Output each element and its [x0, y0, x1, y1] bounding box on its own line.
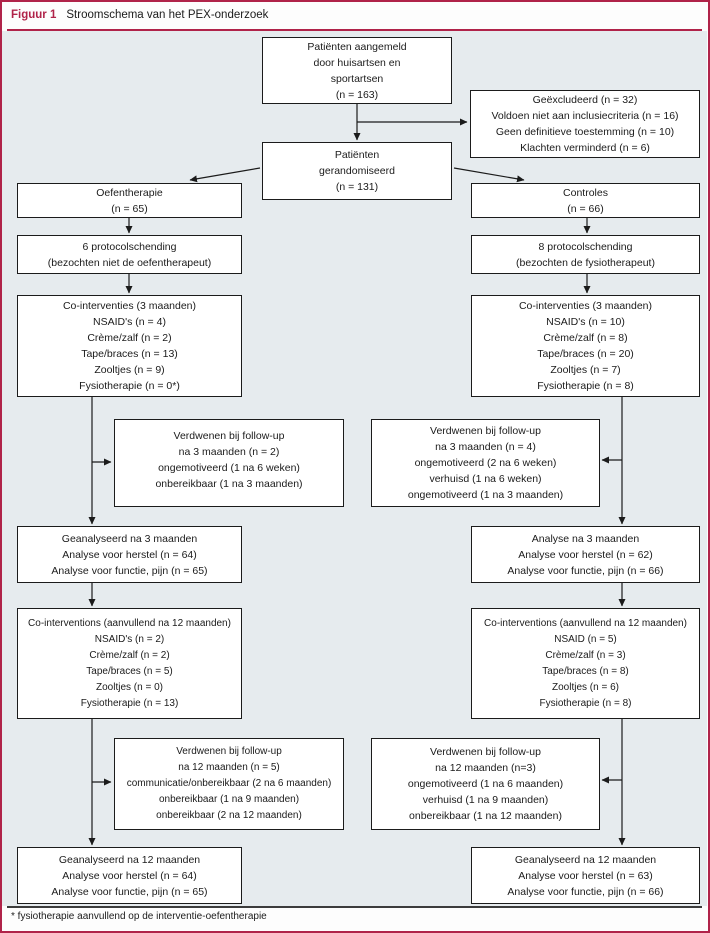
- box-left-analysis-12m: [17, 847, 242, 904]
- box-line: Zooltjes (n = 9): [94, 364, 165, 376]
- box-left-lost-followup-12m: [114, 738, 344, 830]
- box-right-lost-followup-3m: [371, 419, 600, 507]
- box-line: NSAID's (n = 10): [546, 316, 625, 328]
- footnote-text: * fysiotherapie aanvullend op de interventie-oefentherapie: [11, 911, 267, 922]
- box-line: Geanalyseerd na 12 maanden: [514, 853, 657, 866]
- box-line: Patiënten: [334, 149, 380, 161]
- box-line: ongemotiveerd (1 na 6 maanden): [407, 778, 564, 790]
- box-line: Zooltjes (n = 7): [550, 364, 621, 376]
- box-left-cointerventions-12m: [17, 608, 242, 719]
- box-line: na 3 maanden (n = 4): [435, 441, 536, 453]
- box-patients-registered: [262, 37, 452, 104]
- box-line: NSAID's (n = 2): [94, 633, 165, 645]
- box-line: ongemotiveerd (1 na 3 maanden): [407, 489, 564, 501]
- box-line: NSAID's (n = 4): [93, 316, 166, 328]
- box-line: Analyse voor functie, pijn (n = 65): [51, 564, 208, 577]
- box-line: door huisartsen en: [313, 56, 401, 69]
- footnote-rule: [7, 906, 702, 908]
- box-line: Analyse voor functie, pijn (n = 66): [507, 564, 664, 577]
- box-line: Oefentherapie: [96, 186, 163, 199]
- box-line: Verdwenen bij follow-up: [430, 425, 541, 437]
- box-line: na 3 maanden (n = 2): [178, 446, 280, 458]
- figure-title: [11, 9, 268, 21]
- box-left-protocol-violation: [17, 235, 242, 274]
- box-left-lost-followup-3m: [114, 419, 344, 507]
- box-line: verhuisd (1 na 9 maanden): [422, 794, 549, 806]
- box-line: Analyse voor functie, pijn (n = 66): [507, 885, 664, 898]
- box-line: 6 protocolschending: [82, 240, 177, 253]
- box-line: Geëxcludeerd (n = 32): [532, 94, 638, 106]
- box-right-protocol-violation: [471, 235, 700, 274]
- box-line: Tape/braces (n = 20): [537, 348, 634, 360]
- box-line: (n = 131): [335, 181, 379, 193]
- box-line: Fysiotherapie (n = 13): [80, 697, 179, 709]
- box-line: communicatie/onbereikbaar (2 na 6 maanden): [126, 778, 332, 789]
- box-line: ongemotiveerd (2 na 6 weken): [414, 457, 557, 469]
- box-line: Analyse voor herstel (n = 64): [62, 548, 197, 561]
- box-line: Zooltjes (n = 6): [552, 681, 619, 693]
- box-line: ongemotiveerd (1 na 6 weken): [158, 462, 300, 474]
- figure-number-label: Figuur 1: [11, 9, 57, 21]
- box-line: Verdwenen bij follow-up: [173, 430, 285, 442]
- box-line: (bezochten niet de oefentherapeut): [47, 256, 212, 269]
- box-right-analysis-12m: [471, 847, 700, 904]
- box-patients-randomized: [262, 142, 452, 200]
- box-line: Crème/zalf (n = 8): [543, 332, 628, 344]
- box-line: Co-interventies (3 maanden): [518, 300, 653, 312]
- box-line: Crème/zalf (n = 2): [87, 332, 172, 344]
- box-line: Analyse voor functie, pijn (n = 65): [51, 885, 208, 898]
- box-line: verhuisd (1 na 6 weken): [429, 473, 542, 485]
- box-line: Zooltjes (n = 0): [96, 681, 163, 693]
- box-right-cointerventions-12m: [471, 608, 700, 719]
- box-line: Fysiotherapie (n = 8): [539, 697, 632, 709]
- box-line: onbereikbaar (2 na 12 maanden): [156, 810, 302, 821]
- box-line: Analyse voor herstel (n = 64): [62, 869, 197, 882]
- box-line: Analyse voor herstel (n = 63): [518, 869, 653, 882]
- box-line: Tape/braces (n = 13): [81, 348, 178, 360]
- box-line: onbereikbaar (1 na 9 maanden): [158, 794, 300, 805]
- box-line: sportartsen: [330, 72, 384, 85]
- box-line: onbereikbaar (1 na 12 maanden): [409, 810, 562, 822]
- box-line: Crème/zalf (n = 2): [89, 649, 170, 661]
- box-right-analysis-3m: [471, 526, 700, 583]
- box-line: Geanalyseerd na 12 maanden: [58, 853, 201, 866]
- box-line: (n = 66): [567, 202, 604, 215]
- box-line: 8 protocolschending: [538, 240, 633, 253]
- box-line: Klachten verminderd (n = 6): [520, 142, 650, 154]
- box-line: Fysiotherapie (n = 8): [537, 380, 634, 392]
- box-line: Verdwenen bij follow-up: [430, 746, 541, 758]
- box-line: Geen definitieve toestemming (n = 10): [495, 126, 675, 138]
- box-line: Geanalyseerd na 3 maanden: [61, 532, 198, 545]
- box-line: Co-interventions (aanvullend na 12 maanden): [28, 617, 231, 629]
- box-line: Crème/zalf (n = 3): [545, 649, 626, 661]
- box-controles-group: [471, 183, 700, 218]
- box-line: Controles: [563, 186, 608, 199]
- box-line: Fysiotherapie (n = 0*): [79, 380, 180, 392]
- box-oefentherapie-group: [17, 183, 242, 218]
- box-line: na 12 maanden (n=3): [435, 762, 536, 774]
- box-line: (n = 163): [335, 88, 379, 101]
- box-line: (n = 65): [111, 202, 148, 215]
- box-line: Verdwenen bij follow-up: [176, 746, 282, 757]
- box-line: NSAID (n = 5): [554, 633, 617, 645]
- box-line: Patiënten aangemeld: [307, 40, 407, 53]
- box-line: Analyse voor herstel (n = 62): [518, 548, 653, 561]
- box-line: Co-interventies (3 maanden): [62, 300, 197, 312]
- box-line: Analyse na 3 maanden: [531, 532, 640, 545]
- box-line: na 12 maanden (n = 5): [178, 762, 280, 773]
- box-line: Tape/braces (n = 5): [86, 665, 173, 677]
- box-line: Co-interventions (aanvullend na 12 maanden): [484, 617, 687, 629]
- box-line: (bezochten de fysiotherapeut): [516, 256, 655, 269]
- box-right-lost-followup-12m: [371, 738, 600, 830]
- box-line: Tape/braces (n = 8): [542, 665, 629, 677]
- box-left-cointerventions-3m: [17, 295, 242, 397]
- box-left-analysis-3m: [17, 526, 242, 583]
- box-line: Voldoen niet aan inclusiecriteria (n = 16): [491, 110, 679, 122]
- box-right-cointerventions-3m: [471, 295, 700, 397]
- box-line: onbereikbaar (1 na 3 maanden): [155, 478, 303, 490]
- box-excluded: [470, 90, 700, 158]
- box-line: gerandomiseerd: [319, 165, 395, 177]
- figure-title-text: Stroomschema van het PEX-onderzoek: [66, 9, 269, 21]
